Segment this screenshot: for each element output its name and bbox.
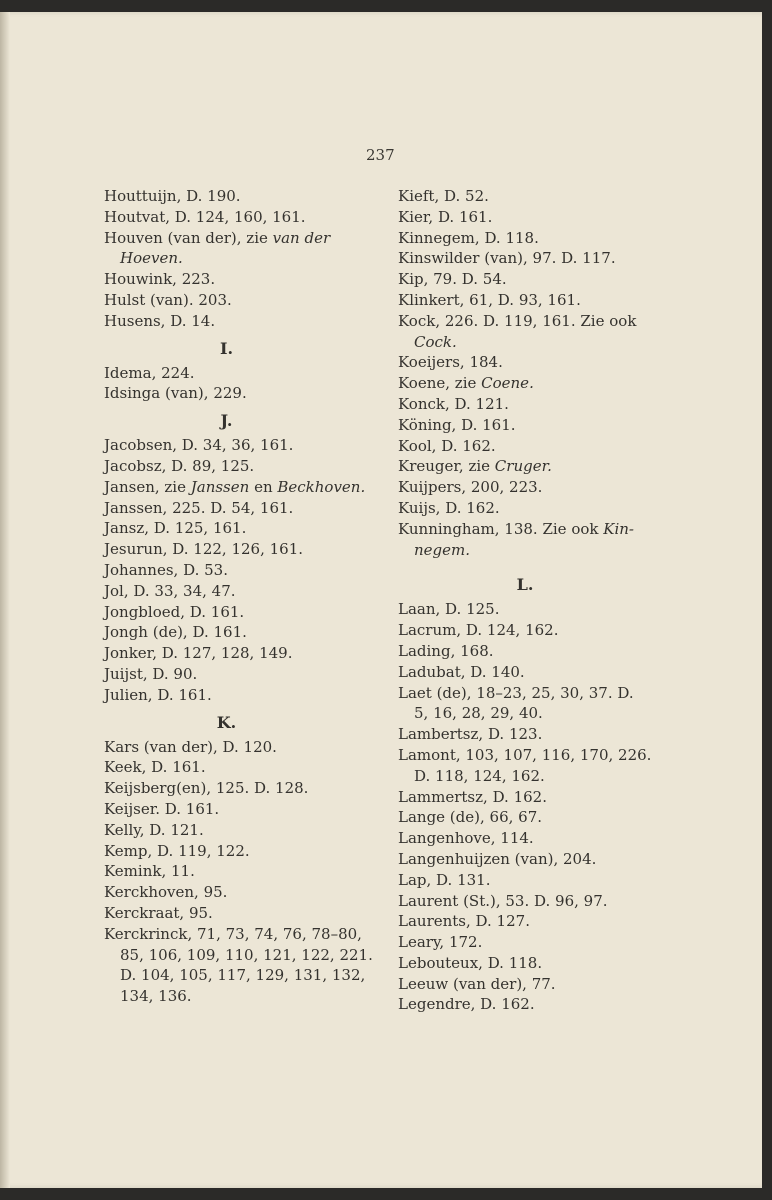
index-entry — [398, 724, 660, 745]
index-entry-text: Lambertsz, D. 123. — [398, 725, 543, 744]
index-entry — [398, 290, 660, 311]
index-entry — [398, 828, 660, 849]
index-entry-text: Kerckraat, 95. — [104, 903, 213, 922]
index-entry-text: Kunningham, 138. Zie ook — [398, 519, 604, 538]
index-entry-text: Kemp, D. 119, 122. — [104, 841, 250, 860]
index-entry — [104, 664, 369, 685]
index-entry — [104, 435, 369, 456]
index-entry-text: Jacobsz, D. 89, 125. — [104, 456, 255, 475]
index-entry-text: Koeijers, 184. — [398, 353, 503, 372]
index-entry-text: Keijser. D. 161. — [104, 799, 220, 818]
index-entry — [398, 953, 660, 974]
index-entry-text: 5, 16, 28, 29, 40. — [414, 704, 543, 723]
index-entry-text: Langenhove, 114. — [398, 829, 534, 848]
index-entry-text: Johannes, D. 53. — [104, 560, 228, 579]
index-entry — [104, 363, 369, 384]
index-entry-text: Laurent (St.), 53. D. 96, 97. — [398, 891, 608, 910]
index-entry — [398, 456, 660, 477]
index-entry — [104, 456, 369, 477]
index-entry — [398, 540, 660, 561]
index-entry — [398, 911, 660, 932]
index-entry — [104, 903, 369, 924]
index-entry-text: Husens, D. 14. — [104, 311, 216, 330]
index-entry — [398, 932, 660, 953]
index-entry — [398, 436, 660, 457]
index-entry-text: Koene, zie — [398, 374, 482, 393]
index-entry-text: Kinnegem, D. 118. — [398, 228, 539, 247]
index-entry — [104, 820, 369, 841]
index-entry — [398, 228, 660, 249]
index-entry — [104, 737, 369, 758]
index-entry-text: Ladubat, D. 140. — [398, 662, 525, 681]
index-entry — [104, 248, 369, 269]
index-entry-text: Lacrum, D. 124, 162. — [398, 621, 559, 640]
index-entry — [104, 269, 369, 290]
index-entry-text: Kerckrinck, 71, 73, 74, 76, 78–80, — [104, 924, 362, 943]
index-entry-text: Idema, 224. — [104, 363, 195, 382]
index-entry — [104, 602, 369, 623]
index-entry-text: Laan, D. 125. — [398, 600, 500, 619]
index-entry-italic: negem. — [414, 540, 471, 559]
index-entry-text: Lap, D. 131. — [398, 870, 491, 889]
index-entry-text: Houttuijn, D. 190. — [104, 187, 241, 205]
index-entry — [398, 269, 660, 290]
index-entry — [104, 207, 369, 228]
index-entry-text: Lange (de), 66, 67. — [398, 808, 543, 827]
index-entry — [398, 477, 660, 498]
index-entry-text: Kuijpers, 200, 223. — [398, 478, 543, 497]
index-entry-text: Lading, 168. — [398, 641, 494, 660]
index-entry — [104, 757, 369, 778]
index-entry — [104, 518, 369, 539]
index-entry-text: Kars (van der), D. 120. — [104, 737, 277, 756]
index-entry-text: Kip, 79. D. 54. — [398, 270, 507, 289]
index-entry — [398, 807, 660, 828]
section-heading-k: K. — [216, 712, 237, 732]
index-entry-text: Houwink, 223. — [104, 270, 216, 289]
index-entry-text: Kieft, D. 52. — [398, 187, 489, 205]
index-block-i — [104, 363, 369, 405]
index-column-right — [398, 186, 660, 1015]
index-entry — [398, 311, 660, 332]
index-entry-text: Kerckhoven, 95. — [104, 883, 228, 902]
index-entry-text: Kelly, D. 121. — [104, 820, 204, 839]
index-entry — [104, 841, 369, 862]
index-entry — [104, 778, 369, 799]
index-entry-text: 134, 136. — [120, 987, 192, 1006]
index-entry-text: Jesurun, D. 122, 126, 161. — [104, 540, 304, 559]
index-entry — [398, 703, 660, 724]
section-heading-l: L. — [516, 575, 534, 595]
index-column-left — [104, 186, 373, 1007]
index-entry-text: Idsinga (van), 229. — [104, 384, 247, 403]
index-entry-text: Jonker, D. 127, 128, 149. — [104, 644, 293, 663]
index-entry — [398, 186, 660, 207]
index-entry — [104, 498, 369, 519]
index-entry — [398, 498, 660, 519]
index-entry-text: Jansz, D. 125, 161. — [104, 519, 247, 538]
index-entry — [104, 311, 369, 332]
index-entry — [104, 290, 369, 311]
index-entry-text: Houven (van der), zie — [104, 228, 273, 247]
index-entry-text: Jol, D. 33, 34, 47. — [104, 581, 236, 600]
index-entry — [398, 415, 660, 436]
index-entry-text: Legendre, D. 162. — [398, 995, 535, 1014]
index-entry-text: Janssen, 225. D. 54, 161. — [104, 498, 294, 517]
index-entry-text: 85, 106, 109, 110, 121, 122, 221. — [120, 945, 373, 964]
index-entry-italic: Beckhoven. — [277, 477, 366, 496]
index-entry-text: Julien, D. 161. — [104, 685, 212, 704]
index-entry — [104, 539, 369, 560]
index-entry-text: Houtvat, D. 124, 160, 161. — [104, 207, 306, 226]
index-entry — [398, 849, 660, 870]
index-entry-italic: Cruger. — [494, 457, 552, 476]
index-entry-text: Kool, D. 162. — [398, 436, 496, 455]
index-block-j — [104, 435, 369, 705]
index-entry-text: Jansen, zie — [104, 477, 191, 496]
index-entry — [104, 228, 369, 249]
index-entry-text: Konck, D. 121. — [398, 394, 509, 413]
index-entry — [104, 643, 369, 664]
index-entry-text: Hulst (van). 203. — [104, 290, 232, 309]
index-block-l — [398, 599, 660, 1015]
index-entry-text: en — [249, 477, 278, 496]
index-entry-text: Lammertsz, D. 162. — [398, 787, 547, 806]
index-entry — [398, 891, 660, 912]
index-entry — [398, 683, 660, 704]
index-entry — [104, 924, 369, 945]
index-entry — [398, 766, 660, 787]
index-entry — [398, 662, 660, 683]
index-entry-text: Kock, 226. D. 119, 161. Zie ook — [398, 311, 637, 330]
index-entry-text: D. 118, 124, 162. — [414, 766, 545, 785]
index-entry — [398, 745, 660, 766]
index-block-h — [104, 186, 369, 332]
index-entry — [104, 799, 369, 820]
index-entry-text: Jongh (de), D. 161. — [104, 623, 247, 642]
index-entry-text: Jacobsen, D. 34, 36, 161. — [104, 436, 294, 455]
index-entry-text: Klinkert, 61, D. 93, 161. — [398, 290, 581, 309]
section-heading-i: I. — [219, 338, 234, 358]
index-entry-text: Leary, 172. — [398, 933, 483, 952]
index-block-k — [104, 737, 373, 1007]
index-entry-text: Kuijs, D. 162. — [398, 498, 500, 517]
index-entry — [104, 965, 369, 986]
index-entry — [398, 207, 660, 228]
index-entry — [104, 945, 373, 966]
index-entry — [398, 870, 660, 891]
index-entry-italic: Cock. — [414, 332, 457, 351]
index-entry-text: Köning, D. 161. — [398, 415, 516, 434]
index-entry-text: Keijsberg(en), 125. D. 128. — [104, 779, 309, 798]
index-entry-text: Keek, D. 161. — [104, 758, 206, 777]
index-entry-text: Laet (de), 18–23, 25, 30, 37. D. — [398, 683, 634, 702]
index-entry — [104, 581, 369, 602]
index-entry-text: Lamont, 103, 107, 116, 170, 226. — [398, 745, 652, 764]
index-entry — [398, 641, 660, 662]
index-entry — [104, 560, 369, 581]
index-entry — [104, 986, 369, 1007]
index-entry — [104, 383, 369, 404]
index-entry — [398, 394, 660, 415]
index-entry-text: D. 104, 105, 117, 129, 131, 132, — [120, 966, 366, 985]
index-entry — [104, 477, 369, 498]
index-entry-italic: Janssen — [190, 477, 250, 496]
index-entry — [104, 882, 369, 903]
index-entry-text: Juijst, D. 90. — [104, 664, 198, 683]
page-number: 237 — [366, 146, 395, 164]
index-entry — [398, 332, 660, 353]
index-entry-text: Laurents, D. 127. — [398, 912, 530, 931]
index-entry-italic: Coene. — [481, 374, 534, 393]
index-entry — [104, 685, 369, 706]
index-entry — [104, 622, 369, 643]
index-entry-text: Kreuger, zie — [398, 457, 495, 476]
index-entry — [398, 248, 660, 269]
index-entry — [398, 994, 660, 1015]
index-entry — [104, 186, 369, 207]
index-entry — [104, 861, 369, 882]
index-entry-italic: van der — [272, 228, 331, 247]
index-entry-text: Leeuw (van der), 77. — [398, 974, 556, 993]
index-entry — [398, 620, 660, 641]
section-heading-j: J. — [220, 411, 233, 431]
index-entry-italic: Kin- — [603, 519, 634, 538]
index-entry — [398, 352, 660, 373]
index-entry-text: Kemink, 11. — [104, 862, 195, 881]
index-entry-text: Kinswilder (van), 97. D. 117. — [398, 249, 616, 268]
index-entry-text: Langenhuijzen (van), 204. — [398, 849, 597, 868]
index-entry-text: Lebouteux, D. 118. — [398, 953, 543, 972]
index-entry-italic: Hoeven. — [120, 249, 183, 268]
index-entry — [398, 787, 660, 808]
index-entry — [398, 974, 660, 995]
index-entry — [398, 599, 660, 620]
index-block-k-cont — [398, 186, 660, 560]
page-spine-shadow — [0, 12, 10, 1188]
index-entry-text: Jongbloed, D. 161. — [104, 602, 245, 621]
index-entry — [398, 519, 660, 540]
index-entry — [398, 373, 660, 394]
index-entry-text: Kier, D. 161. — [398, 207, 493, 226]
